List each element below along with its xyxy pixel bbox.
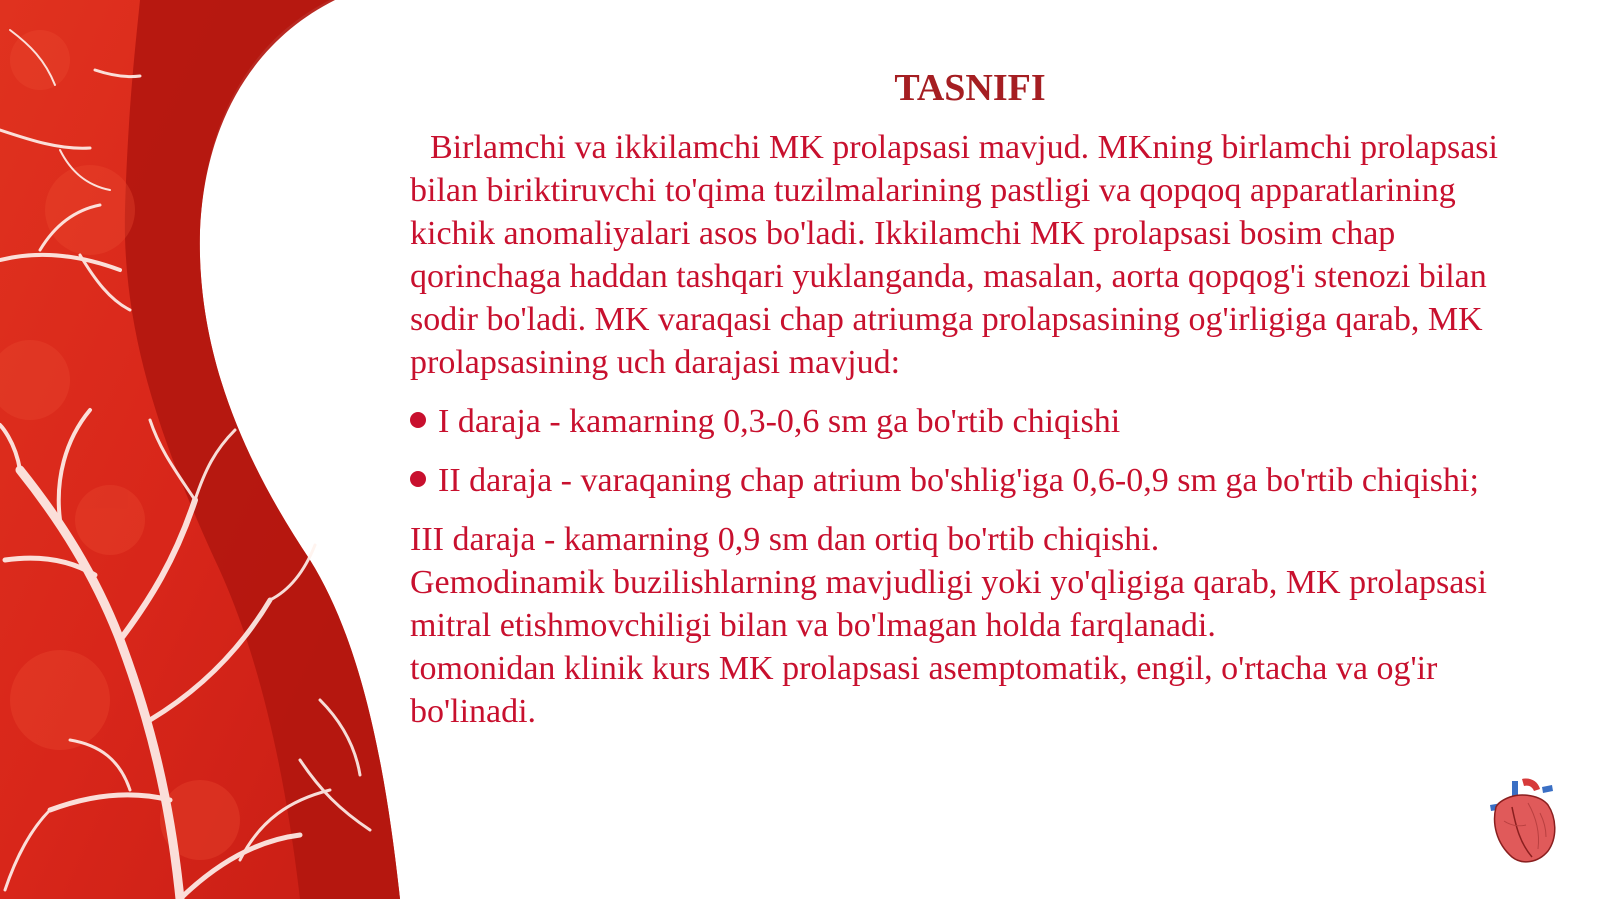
- slide-body: [410, 126, 1545, 733]
- bullet-item: [410, 518, 1545, 561]
- closing-paragraph: tomonidan klinik kurs MK prolapsasi asemptomatik, engil, o'rtacha va og'ir bo'linadi.: [410, 650, 1438, 730]
- bullet-item: [410, 400, 1545, 443]
- intro-paragraph: Birlamchi va ikkilamchi MK prolapsasi mavjud. MKning birlamchi prolapsasi bilan biriktiruvchi to'qima tuzilmalarining pastligi va qopqoq apparatlarining kichik anomaliyalari asos bo'ladi. Ikkilamchi MK prolapsasi bosim chap qorinchaga haddan tashqari yuklanganda, masalan, aorta qopqog'i stenozi bilan sodir bo'ladi. MK varaqasi chap atriumga prolapsasining og'irligiga qarab, MK prolapsasining uch darajasi mavjud:: [410, 129, 1498, 381]
- bullet-item: [410, 459, 1545, 502]
- closing-paragraph: Gemodinamik buzilishlarning mavjudligi yoki yo'qligiga qarab, MK prolapsasi mitral etishmovchiligi bilan va bo'lmagan holda farqlanadi.: [410, 564, 1487, 644]
- bullet-text: III daraja - kamarning 0,9 sm dan ortiq bo'rtib chiqishi.: [410, 521, 1160, 558]
- bullet-dot-icon: [410, 412, 426, 428]
- heart-icon: [1482, 777, 1562, 865]
- slide-title: TASNIFI: [894, 67, 1046, 109]
- bullet-dot-icon: [410, 471, 426, 487]
- bullet-text: I daraja - kamarning 0,3-0,6 sm ga bo'rtib chiqishi: [438, 403, 1121, 440]
- bullet-text: II daraja - varaqaning chap atrium bo'shlig'iga 0,6-0,9 sm ga bo'rtib chiqishi;: [438, 462, 1479, 499]
